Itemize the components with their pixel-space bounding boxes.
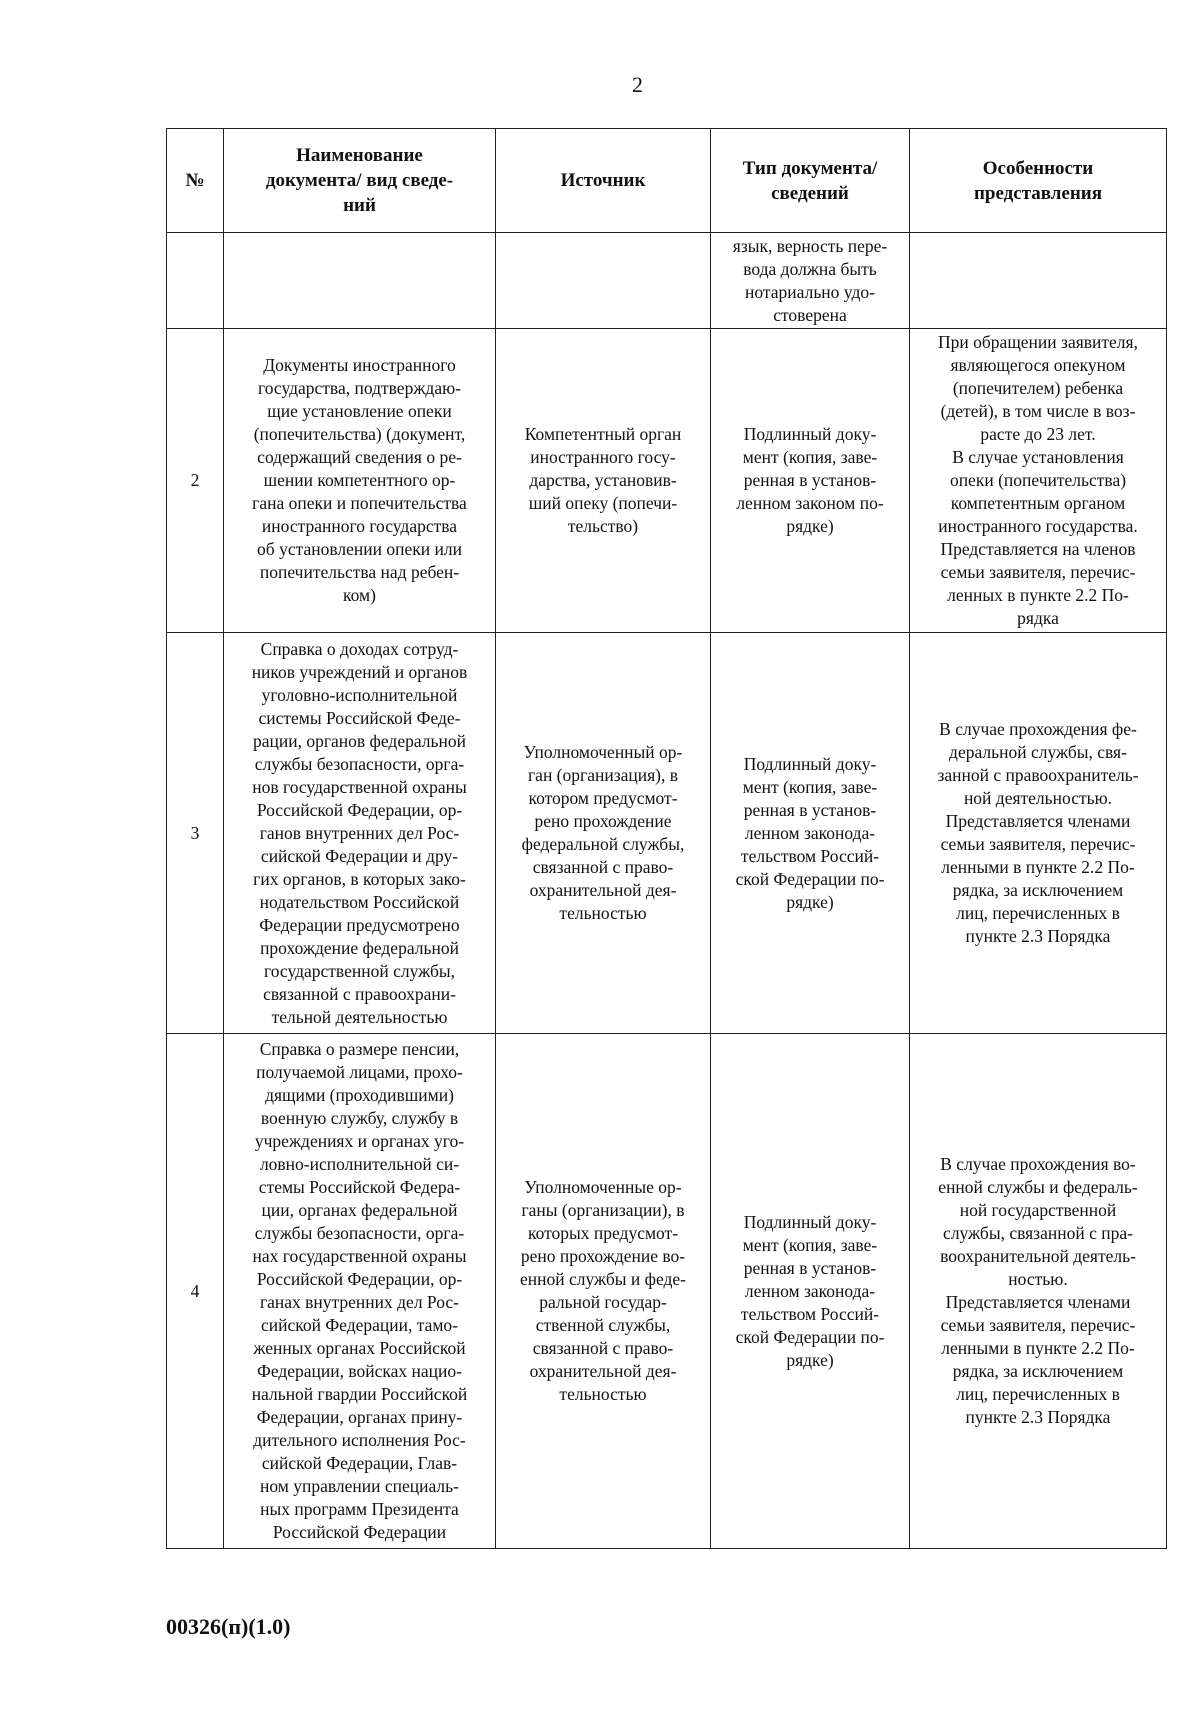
document-type-cell: язык, верность пере- вода должна быть нотариально удо- стоверена [711, 233, 910, 329]
features-cell: В случае прохождения во- енной службы и федераль- ной государственной службы, связанной с пра- воохранительной деятель- ностью. Представляется членами семьи заявителя, перечис- ленными в пункте 2.2 По- рядка, за исключением лиц, перечисленных в пункте 2.3 Порядка [910, 1034, 1167, 1549]
row-number-cell: 2 [167, 329, 224, 633]
header-number: № [167, 129, 224, 233]
features-cell: В случае прохождения фе- деральной службы, свя- занной с правоохранитель- ной деятельностью. Представляется членами семьи заявителя, перечис- ленными в пункте 2.2 По- рядка, за исключением лиц, перечисленных в пункте 2.3 Порядка [910, 633, 1167, 1034]
source-cell: Уполномоченные ор- ганы (организации), в которых предусмот- рено прохождение во- енной службы и феде- ральной государ- ственной службы, связанной с право- охранительной дея- тельностью [496, 1034, 711, 1549]
header-document-type: Тип документа/ сведений [711, 129, 910, 233]
document-type-cell: Подлинный доку- мент (копия, заве- ренная в установ- ленном законода- тельством Россий- ской Федерации по- рядке) [711, 1034, 910, 1549]
row-number-cell: 3 [167, 633, 224, 1034]
document-name-cell: Документы иностранного государства, подтверждаю- щие установление опеки (попечительства) (документ, содержащий сведения о ре- шении компетентного ор- гана опеки и попечительства иностранного государства об установлении опеки или попечительства над ребен- ком) [224, 329, 496, 633]
source-cell: Компетентный орган иностранного госу- дарства, установив- ший опеку (попечи- тельство) [496, 329, 711, 633]
row-number-cell: 4 [167, 1034, 224, 1549]
table-row [167, 1034, 1167, 1549]
table-row [167, 233, 1167, 329]
features-cell [910, 233, 1167, 329]
document-code: 00326(п)(1.0) [166, 1614, 291, 1639]
header-source: Источник [496, 129, 711, 233]
document-name-cell: Справка о доходах сотруд- ников учреждений и органов уголовно-исполнительной системы Российской Феде- рации, органов федеральной службы безопасности, орга- нов государственной охраны Российской Федерации, ор- ганов внутренних дел Рос- сийской Федерации и дру- гих органов, в которых зако- нодательством Российской Федерации предусмотрено прохождение федеральной государственной службы, связанной с правоохрани- тельной деятельностью [224, 633, 496, 1034]
features-cell: При обращении заявителя, являющегося опекуном (попечителем) ребенка (детей), в том числе в воз- расте до 23 лет. В случае установления опеки (попечительства) компетентным органом иностранного государства. Представляется на членов семьи заявителя, перечис- ленных в пункте 2.2 По- рядка [910, 329, 1167, 633]
documents-table [166, 128, 1167, 1549]
header-features: Особенности представления [910, 129, 1167, 233]
table-row [167, 329, 1167, 633]
table-header-row [167, 129, 1167, 233]
document-type-cell: Подлинный доку- мент (копия, заве- ренная в установ- ленном законом по- рядке) [711, 329, 910, 633]
header-document-name: Наименование документа/ вид сведе- ний [224, 129, 496, 233]
document-name-cell [224, 233, 496, 329]
document-name-cell: Справка о размере пенсии, получаемой лицами, прохо- дящими (проходившими) военную службу, службу в учреждениях и органах уго- ловно-исполнительной си- стемы Российской Федера- ции, органах федеральной службы безопасности, орга- нах государственной охраны Российской Федерации, ор- ганах внутренних дел Рос- сийской Федерации, тамо- женных органах Российской Федерации, войсках нацио- нальной гвардии Российской Федерации, органах прину- дительного исполнения Рос- сийской Федерации, Глав- ном управлении специаль- ных программ Президента Российской Федерации [224, 1034, 496, 1549]
source-cell [496, 233, 711, 329]
row-number-cell [167, 233, 224, 329]
source-cell: Уполномоченный ор- ган (организация), в котором предусмот- рено прохождение федеральной службы, связанной с право- охранительной дея- тельностью [496, 633, 711, 1034]
document-type-cell: Подлинный доку- мент (копия, заве- ренная в установ- ленном законода- тельством Россий- ской Федерации по- рядке) [711, 633, 910, 1034]
page-number: 2 [632, 72, 643, 97]
table-row [167, 633, 1167, 1034]
